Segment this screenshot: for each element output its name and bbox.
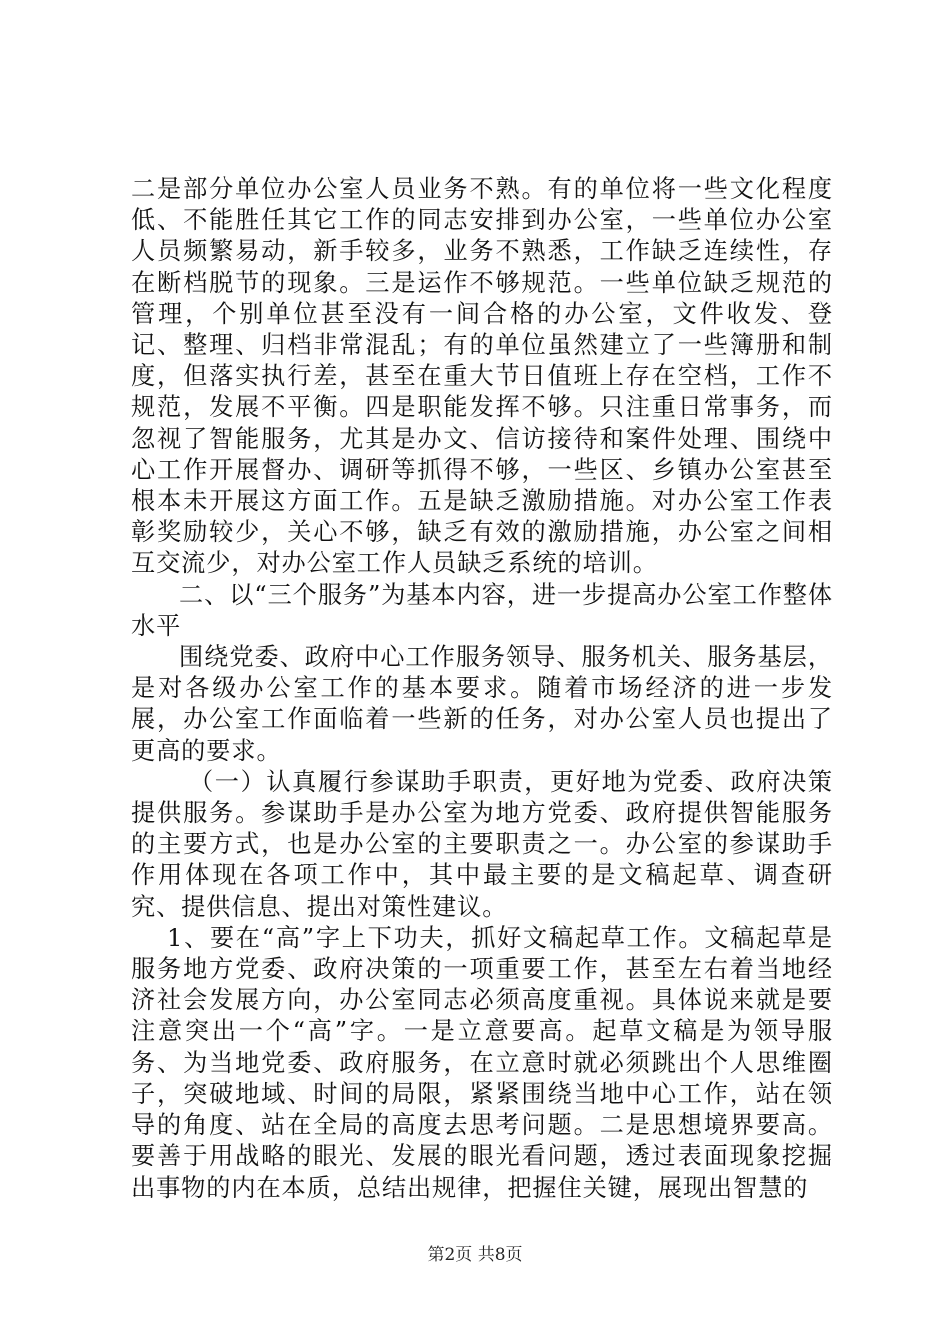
document-body <box>131 174 833 1204</box>
paragraph-drafting: 1、要在“高”字上下功夫，抓好文稿起草工作。文稿起草是服务地方党委、政府决策的一项重要工作，甚至左右着当地经济社会发展方向，办公室同志必须高度重视。具体说来就是要注意突出一个“高”字。一是立意要高。起草文稿是为领导服务、为当地党委、政府服务，在立意时就必须跳出个人思维圈子，突破地域、时间的局限，紧紧围绕当地中心工作，站在领导的角度、站在全局的高度去思考问题。二是思想境界要高。要善于用战略的眼光、发展的眼光看问题，透过表面现象挖掘出事物的内在本质，总结出规律，把握住关键，展现出智慧的 <box>131 923 833 1202</box>
section-heading-two: 二、以“三个服务”为基本内容，进一步提高办公室工作整体水平 <box>131 580 833 640</box>
subsection-heading-one: （一）认真履行参谋助手职责，更好地为党委、政府决策提供服务。参谋助手是办公室为地方党委、政府提供智能服务的主要方式，也是办公室的主要职责之一。办公室的参谋助手作用体现在各项工作中，其中最主要的是文稿起草、调查研究、提供信息、提出对策性建议。 <box>131 767 833 921</box>
paragraph-requirements: 围绕党委、政府中心工作服务领导、服务机关、服务基层，是对各级办公室工作的基本要求。随着市场经济的进一步发展，办公室工作面临着一些新的任务，对办公室人员也提出了更高的要求。 <box>131 643 833 765</box>
page-footer: 第2页 共8页 <box>427 1245 523 1265</box>
paragraph-problems: 二是部分单位办公室人员业务不熟。有的单位将一些文化程度低、不能胜任其它工作的同志安排到办公室，一些单位办公室人员频繁易动，新手较多，业务不熟悉，工作缺乏连续性，存在断档脱节的现象。三是运作不够规范。一些单位缺乏规范的管理，个别单位甚至没有一间合格的办公室，文件收发、登记、整理、归档非常混乱；有的单位虽然建立了一些簿册和制度，但落实执行差，甚至在重大节日值班上存在空档，工作不规范，发展不平衡。四是职能发挥不够。只注重日常事务，而忽视了智能服务，尤其是办文、信访接待和案件处理、围绕中心工作开展督办、调研等抓得不够，一些区、乡镇办公室甚至根本未开展这方面工作。五是缺乏激励措施。对办公室工作表彰奖励较少，关心不够，缺乏有效的激励措施，办公室之间相互交流少，对办公室工作人员缺乏系统的培训。 <box>131 175 833 578</box>
